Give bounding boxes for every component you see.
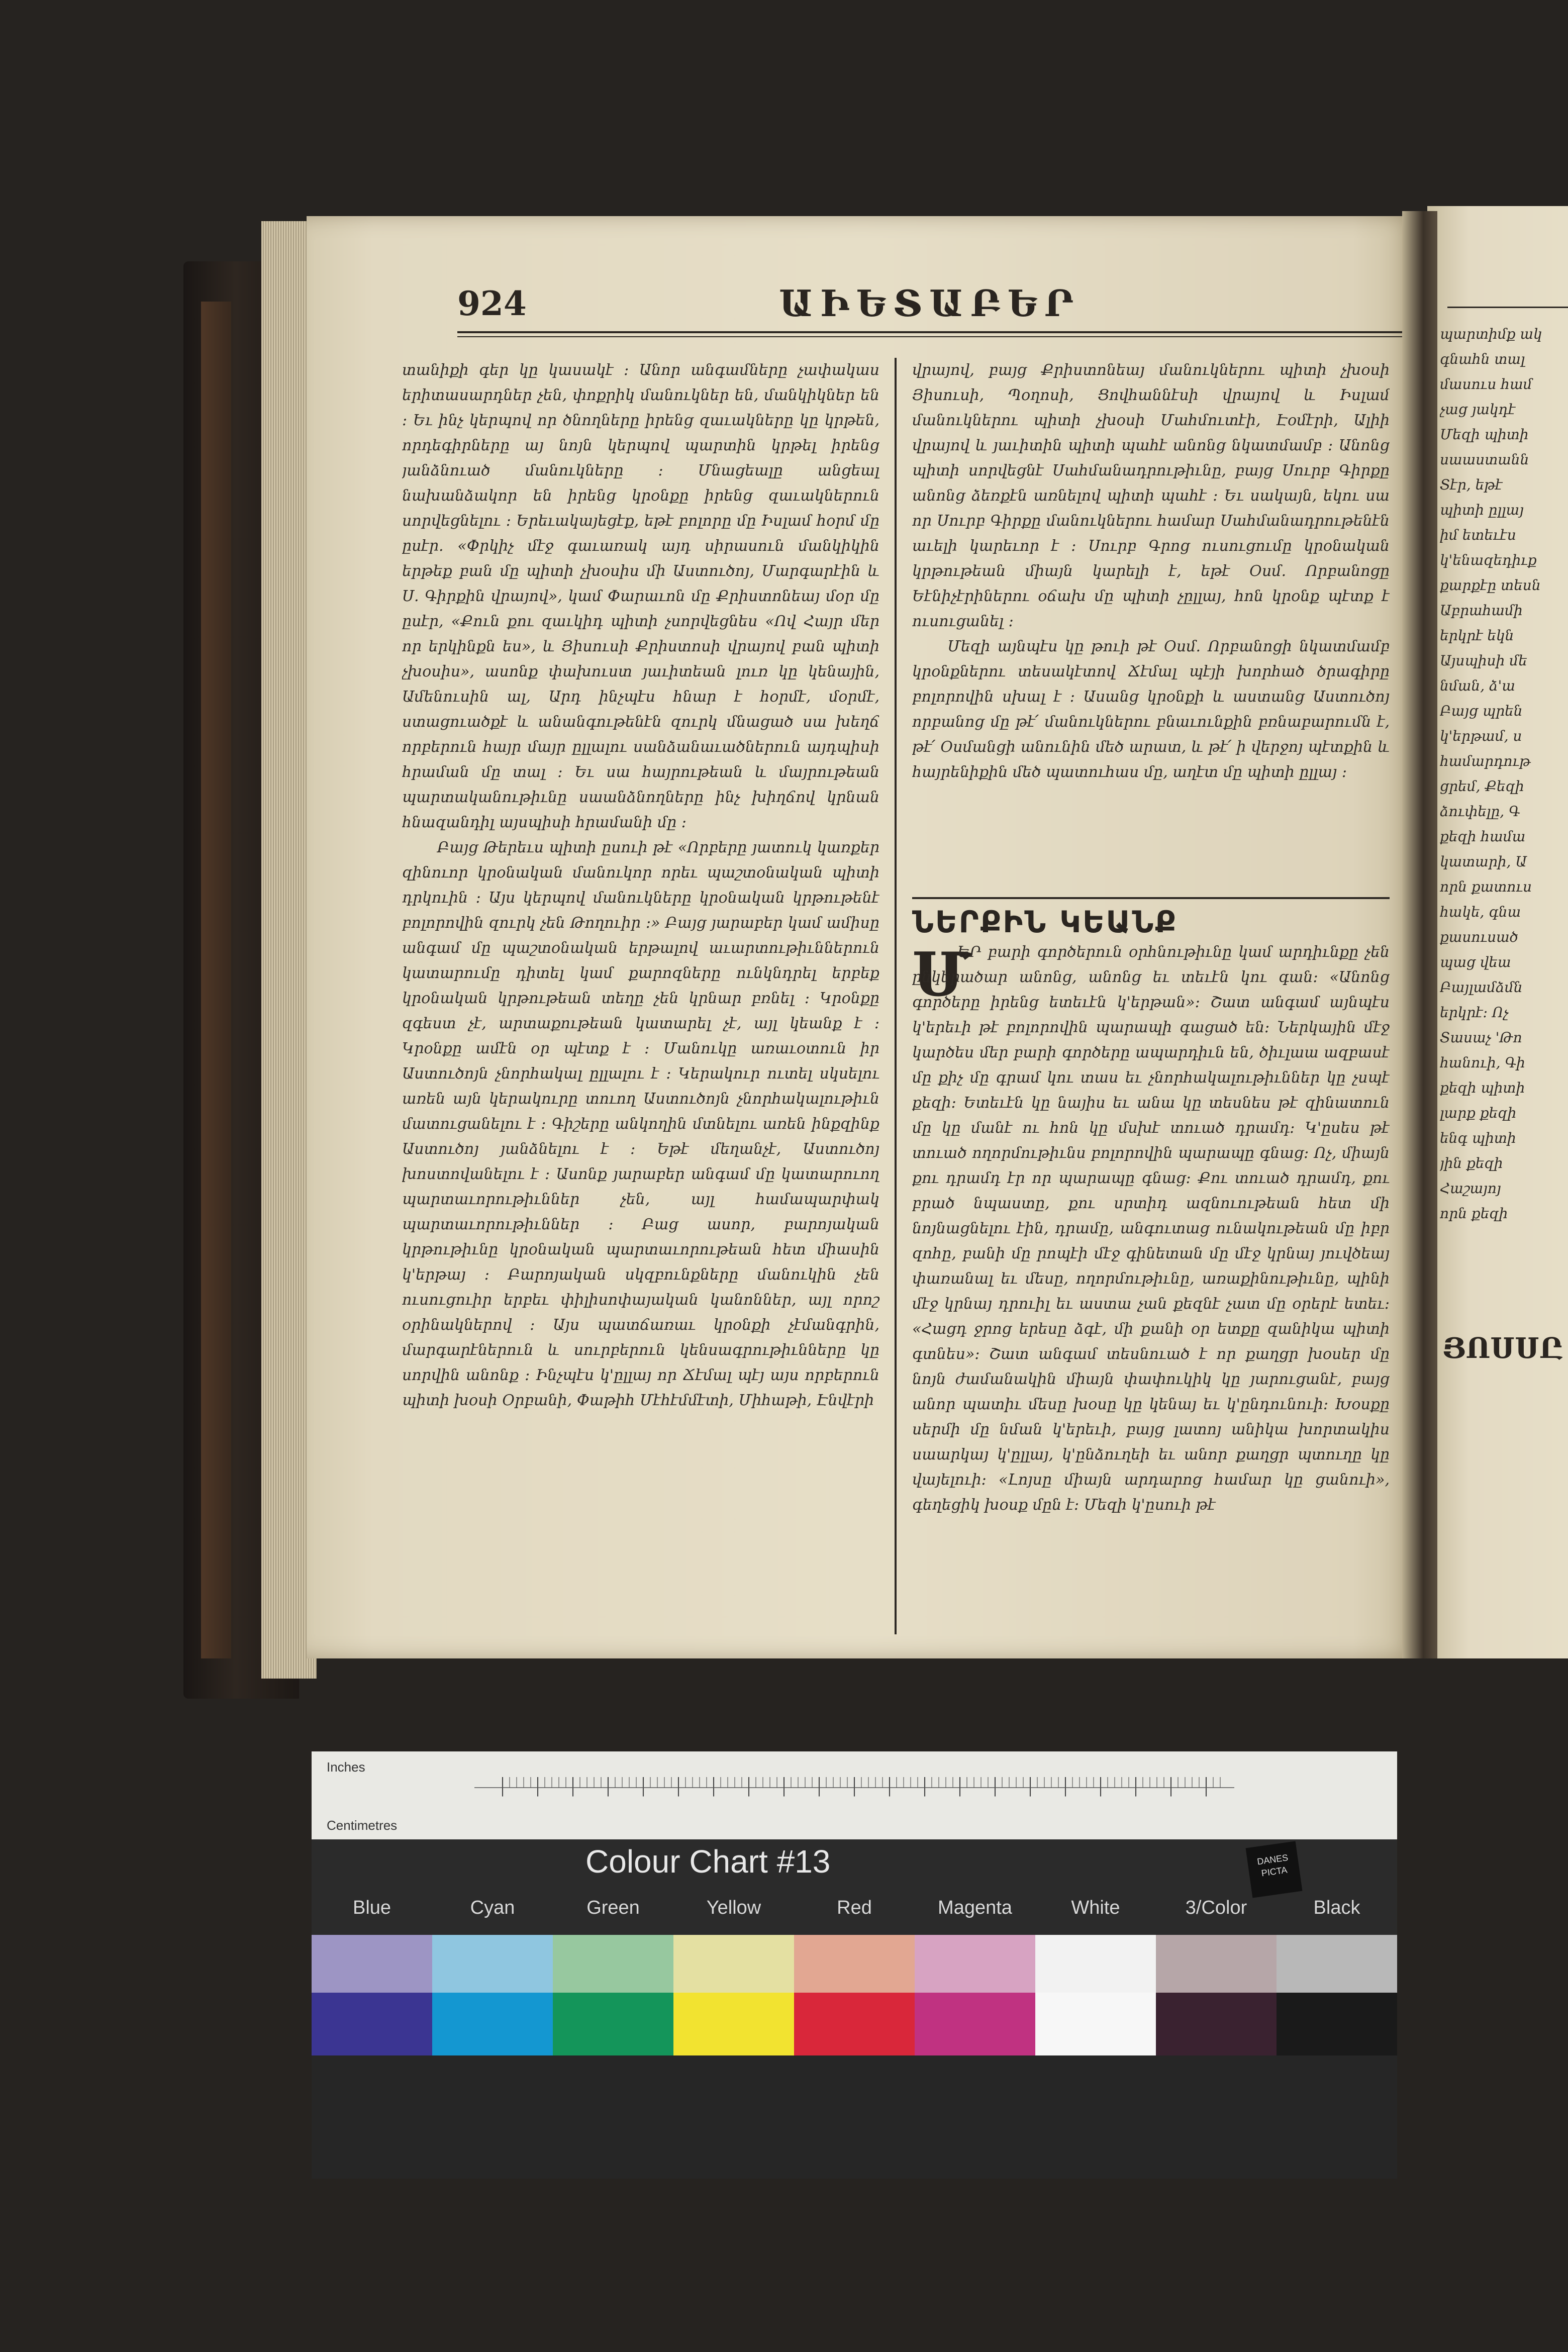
right-page-line: կատարի, Ա: [1440, 853, 1527, 870]
right-page-line: Մեզի պիտի: [1440, 426, 1529, 443]
right-page-heading: ՅՈՍՍԸ: [1442, 1332, 1563, 1365]
right-page-line: որն քեզի: [1440, 1205, 1508, 1222]
colour-swatch: [312, 1935, 432, 1995]
colour-swatch: [673, 1993, 794, 2055]
right-page-line: մասուս համ: [1440, 376, 1532, 393]
paragraph: Բայց Թերեւս պիտի ըսուի թէ «Որբերը յատուկ կառքեր զինուոր կրօնական մանուկոր որեւ պաշտօնական պիտի դրկուին : Այս կերպով մանուկները կրօնական կրթութենէ բոլորովին զուրկ չեն Թողուիր :» Բայց յարաբեր կամ ամիսը անգամ մը պաշտօնական երթալով աւարտութիւններուն կատարումը դիտել կամ քարոզները ունկնդրել երբեք կրօնական կրթութեան տեղը չեն կրնար բռնել : Կրօնքը զգեստ չէ, արտաքութեան կատարել չէ, այլ կեանք է : Կրօնքը ամէն օր պէտք է : Մանուկը առաւօտուն իր Աստուծոյն չնորհակալ ըլլալու է : Կերակուր ուտել սկսելու առեն այն կերակուրը տուող Աստուծոյն չնորհակալութիւն մատուցանելու է : Գիշերը անկողին մտնելու առեն ինքզինք Աստուծոյ յանձնելու է : Եթէ մեղանչէ, Աստուծոյ խոստովանելու է : Ասոնք յարաբեր անգամ մը կատարուող պարտաւորութիւններ չեն, այլ համապարփակ պարտաւորութիւններ : Բաց ասոր, բարոյական կրթութիւնը կրօնական պարտաւորութեան հետ միասին կ'երթայ : Բարոյական սկզբունքները մանուկին չեն ուսուցուիր երբեւ փիլիսոփայական կանոններ, այլ որոշ օրինակներով : Այս պատճառաւ կրօնքի չէմանգրին, մարգարէներուն և սուրբերուն կենսագրութիւնները կը սորվին անոնք : Ինչպէս կ'ըլլայ որ Ճէմալ պէյ այս որբերուն պիտի խօսի Օրբանի, Փաթիհ Մէհէմմէտի, Միհաթի, Էնվէրի: [402, 839, 879, 1409]
paragraph: տանիքի գեր կը կասակէ : Անոր անգամները չափակաս երիտասարդներ չեն, փոքրիկ մանուկներ են, մանկիկներ են : Եւ ինչ կերպով որ ծնողները իրենց զաւակները կը կրթեն, որդեգիրները այ նոյն կերպով պարտին կրթել իրենց յանձնուած մանուկները : Մնացեալը անցեալ նախանձակոր են իրենց կրօնքը իրենց զաւակներուն սորվեցնելու : Երեւակայեցէք, եթէ բոլորը մը Իսլամ հօրմ մը ըսէր. «Փրկիչ մէջ գաւառակ այդ սիրասուն մանկիկին երթեք բան մը պիտի չխօսիս մի Աստուծոյ, Մարգարէին և Ս. Գիրքին վրայով», կամ Փարաւոն մը Քրիստոնեայ մօր մը ըսէր, «Քուն քու զաւկիդ պիտի չսորվեցնես «Ով Հայր մեր որ երկինքն ես», և Յիսուսի Քրիստոսի վրայով բան պիտի չխօսիս», ասոնք փախուստ յաւիտեան լուռ կը կենային, Ամենուսին ալ, Արդ ինչպէս հնար է հօրմէ, մօրմէ, ստացուածքէ և անանգութենէն զուրկ մնացած սա խեղճ որբերուն հայր մայր ըլլալու սանձանաւածներուն այդպիսի հրաման մը տալ : Եւ սա հայրութեան և մայրութեան պարտականութիւնը սաանձնողները ինչ խիղճով կրնան հնազանդիլ այսպիսի հրամանի մը :: [402, 361, 879, 831]
swatch-label: Yellow: [706, 1897, 761, 1918]
colour-swatch: [1035, 1935, 1156, 1995]
right-page-line: հանուի, Գի: [1440, 1054, 1525, 1071]
book-gutter: [1402, 211, 1437, 1658]
right-page-line: Բայլամձմն: [1440, 979, 1523, 996]
header-rule-thin: [457, 336, 1402, 337]
ruler-centimetres-label: Centimetres: [327, 1818, 398, 1833]
right-page-line: լարք քեզի: [1440, 1105, 1517, 1121]
right-page-line: քասուսած: [1440, 929, 1518, 945]
right-page-line: պարտիմք ակ: [1440, 326, 1542, 342]
book-spine: [201, 302, 231, 1658]
ruler: [312, 1751, 1397, 1839]
right-page-line: Աբրահամի: [1440, 602, 1523, 619]
column-divider: [895, 358, 897, 1634]
ruler-inches-label: Inches: [327, 1759, 365, 1775]
colour-swatch: [1156, 1993, 1277, 2055]
right-page-line: կ'երթամ, ս: [1440, 728, 1522, 744]
swatch-label: Magenta: [938, 1897, 1012, 1918]
swatch-label: Green: [586, 1897, 640, 1918]
colour-swatch: [553, 1935, 673, 1995]
colour-swatch: [432, 1935, 553, 1995]
left-column: [402, 358, 879, 1634]
right-page-line: պաց վեա: [1440, 954, 1511, 970]
drop-cap: Մ: [912, 939, 971, 1010]
swatch-label: 3/Color: [1185, 1897, 1247, 1918]
section-rule: [912, 897, 1390, 899]
paragraph: վրայով, բայց Քրիստոնեայ մանուկներու պիտի չխօսի Յիսուսի, Պօղոսի, Ցովհաննէսի վրայով և Իսլամ մանուկներու պիտի չխօսի Մահմուտէի, Էօմէրի, Ալիի վրայով և յաւիտին պիտի պահէ անոնց նկատմամբ : Անոնց պիտի սորվեցնէ Սահմանադրութիւնը, բայց Սուրբ Գիրքը անոնց ձեռքէն առնելով պիտի պահէ : Եւ սակայն, եկու սա որ Սուրբ Գիրքը մանուկներու համար Սահմանադրութենէն աւելի կարեւոր է : Սուրբ Գրոց ուսուցումը կրօնական կրթութեան միայն կարելի է, եթէ Օսմ. Որբանոցը Եէնիչէրիներու օճախ մը պիտի չըլլայ, հոն կրօնք պէտք է ուսուցանել :: [912, 361, 1390, 630]
right-page-line: Տասաչ 'Թո: [1440, 1029, 1522, 1046]
right-page-line: յին քեզի: [1440, 1155, 1503, 1171]
right-page-line: իմ ետեւէս: [1440, 527, 1516, 543]
right-column-top: [912, 358, 1390, 891]
right-page-line: պիտի ըլլայ: [1440, 502, 1524, 518]
right-page-line: երկրէ: Ոչ: [1440, 1004, 1509, 1021]
ruler-ticks: [312, 1767, 1397, 1802]
colour-swatch: [1277, 1993, 1397, 2055]
right-page-line: Հաշայոյ: [1440, 1180, 1501, 1197]
colour-swatch: [794, 1935, 915, 1995]
right-page-line: համարդութ: [1440, 753, 1531, 769]
right-page-header-rule: [1447, 307, 1568, 308]
chart-logo: DANES PICTA: [1246, 1841, 1303, 1898]
right-page-line: ձուփելը, Գ: [1440, 803, 1520, 820]
right-page-line: քեզի պիտի: [1440, 1080, 1525, 1096]
right-page-line: Այսպիսի մե: [1440, 652, 1527, 669]
swatch-label: Red: [837, 1897, 872, 1918]
swatch-row-bottom: [312, 1993, 1397, 2055]
right-page-line: քեզի համա: [1440, 828, 1526, 845]
section-heading: ՆԵՐՔԻՆ ԿԵԱՆՔ: [912, 905, 1178, 940]
right-page-line: գնահն տալ: [1440, 351, 1525, 367]
right-page-line: չաց յակդէ: [1440, 401, 1516, 418]
colour-swatch: [1035, 1993, 1156, 2055]
page-header: [457, 279, 1402, 334]
chart-title: Colour Chart #13: [585, 1843, 831, 1880]
swatch-label: White: [1071, 1897, 1120, 1918]
swatch-labels: [312, 1897, 1397, 1927]
chart-base: [312, 2055, 1397, 2179]
paragraph: ԵՐ բարի գործերուն օրհնութիւնը կամ արդիւնքը չեն ընկերածար անոնց, անոնց եւ տեւէն կու գան: «Անոնց գործերը իրենց ետեւէն կ'երթան»: Շատ անգամ այնպէս կ'երեւի թէ բոլորովին պարապի գացած են: Ներկային մէջ կարծես մեր բարի գործերը ապարդիւն են, ծիւլաա ազբասէ մը քիչ մը գրամ կու տաս եւ չնորհակալութիւններ կը չսպէ քեզի: Ետեւէն կը նայիս եւ անա կը տեսնես թէ զինատուն մը կը մանէ ու հոն կը մսխէ տուած դրամդ: Կ'ըսես թէ տուած ողորմութիւնս բոլորովին պարապը գնաց: Ոչ, միայն քու դրամդ էր որ պարապը գնաց: Քու տուած դրամդ, քու բրած նպաստը, քու սրտիդ ազնուութեան հետ մի նոյնացնելու էին, դրամը, անգուտաց ունակութեան մը իբր զոհը, բանի մը րոպէի մէջ գինետան մը մէջ կրնայ յուվծեայ փառանալ եւ մեսը, ողորմութիւնը, առաքինութիւնը, պինի մէջ կրնայ դրուիլ եւ աստա չան քեզնէ չատ մը օրերէ ետեւ: «Հացդ ջրոց երեսը ձգէ, մի քանի օր ետքը զանիկա պիտի գտնես»: Շատ անգամ տեսնուած է որ քաղցր խօսեր մը նոյն ժամանակին միայն փափուկիկ կը յարուցանէ, բայց անոր պատիւ մեսը խօսը կը կենայ եւ կ'ընդունուի: Խօսքը սերմի մը նման կ'երեւի, բայց լատոյ անիկա խորտակիս սաարկայ կ'ըլլայ, կ'ընձուղեի եւ անոր քաղցր պտուղը կը վայելուի: «Լոյսը միայն արդարոց համար կը ցանուի», գեղեցիկ խօսք մըն է: Մեզի կ'ըսուի թէ: [912, 943, 1390, 1514]
colour-chart: [312, 1751, 1397, 2179]
colour-swatch: [553, 1993, 673, 2055]
colour-swatch: [673, 1935, 794, 1995]
swatch-label: Black: [1313, 1897, 1360, 1918]
right-page-line: երկրէ եկն: [1440, 627, 1514, 644]
colour-swatch: [1277, 1935, 1397, 1995]
header-rule: [457, 331, 1402, 333]
right-page-line: ցրեմ, Քեզի: [1440, 778, 1524, 795]
right-page-line: Տէր, եթէ: [1440, 476, 1503, 493]
right-column-bottom: [912, 940, 1390, 1633]
right-page-line: սաաստանն: [1440, 451, 1529, 468]
swatch-label: Cyan: [470, 1897, 515, 1918]
swatch-label: Blue: [352, 1897, 391, 1918]
colour-swatch: [915, 1935, 1035, 1995]
right-page-line: Բայց պրեն: [1440, 703, 1523, 719]
right-page-line: ենգ պիտի: [1440, 1130, 1516, 1146]
right-page-line: որն քատուս: [1440, 878, 1532, 895]
right-page-line: քարքէը տեսն: [1440, 577, 1541, 594]
page-number: 924: [457, 284, 527, 323]
colour-swatch: [432, 1993, 553, 2055]
right-page-line: կ'ենազեդիւք: [1440, 552, 1537, 568]
colour-swatch: [794, 1993, 915, 2055]
colour-swatch: [312, 1993, 432, 2055]
running-title: ԱԻԵՏԱԲԵՐ: [779, 282, 1081, 325]
right-page-line: նման, ձ'ա: [1440, 677, 1515, 694]
colour-swatch: [915, 1993, 1035, 2055]
colour-swatch: [1156, 1935, 1277, 1995]
right-page-text: [1440, 322, 1568, 1628]
swatch-row-top: [312, 1935, 1397, 1995]
right-page-line: հակե, գնա: [1440, 904, 1521, 920]
paragraph: Մեզի այնպէս կը թուի թէ Օսմ. Որբանոցի նկատմամբ կրօնքներու տեսակէտով Ճէմալ պէյի խորհած ծրագիրը բոլորովին սխալ է : Ասանց կրօնքի և աստանց Աստուծոյ որբանոց մը թէ՛ մանուկներու բնաւունքին բռնաբարումն է, թէ՛ Օսմանցի անունին մեծ արատ, և թէ՛ ի վերջոյ պէտքին և հայրենիքին մեծ պատուհաս մը, աղէտ մը պիտի ըլլայ :: [912, 638, 1390, 781]
